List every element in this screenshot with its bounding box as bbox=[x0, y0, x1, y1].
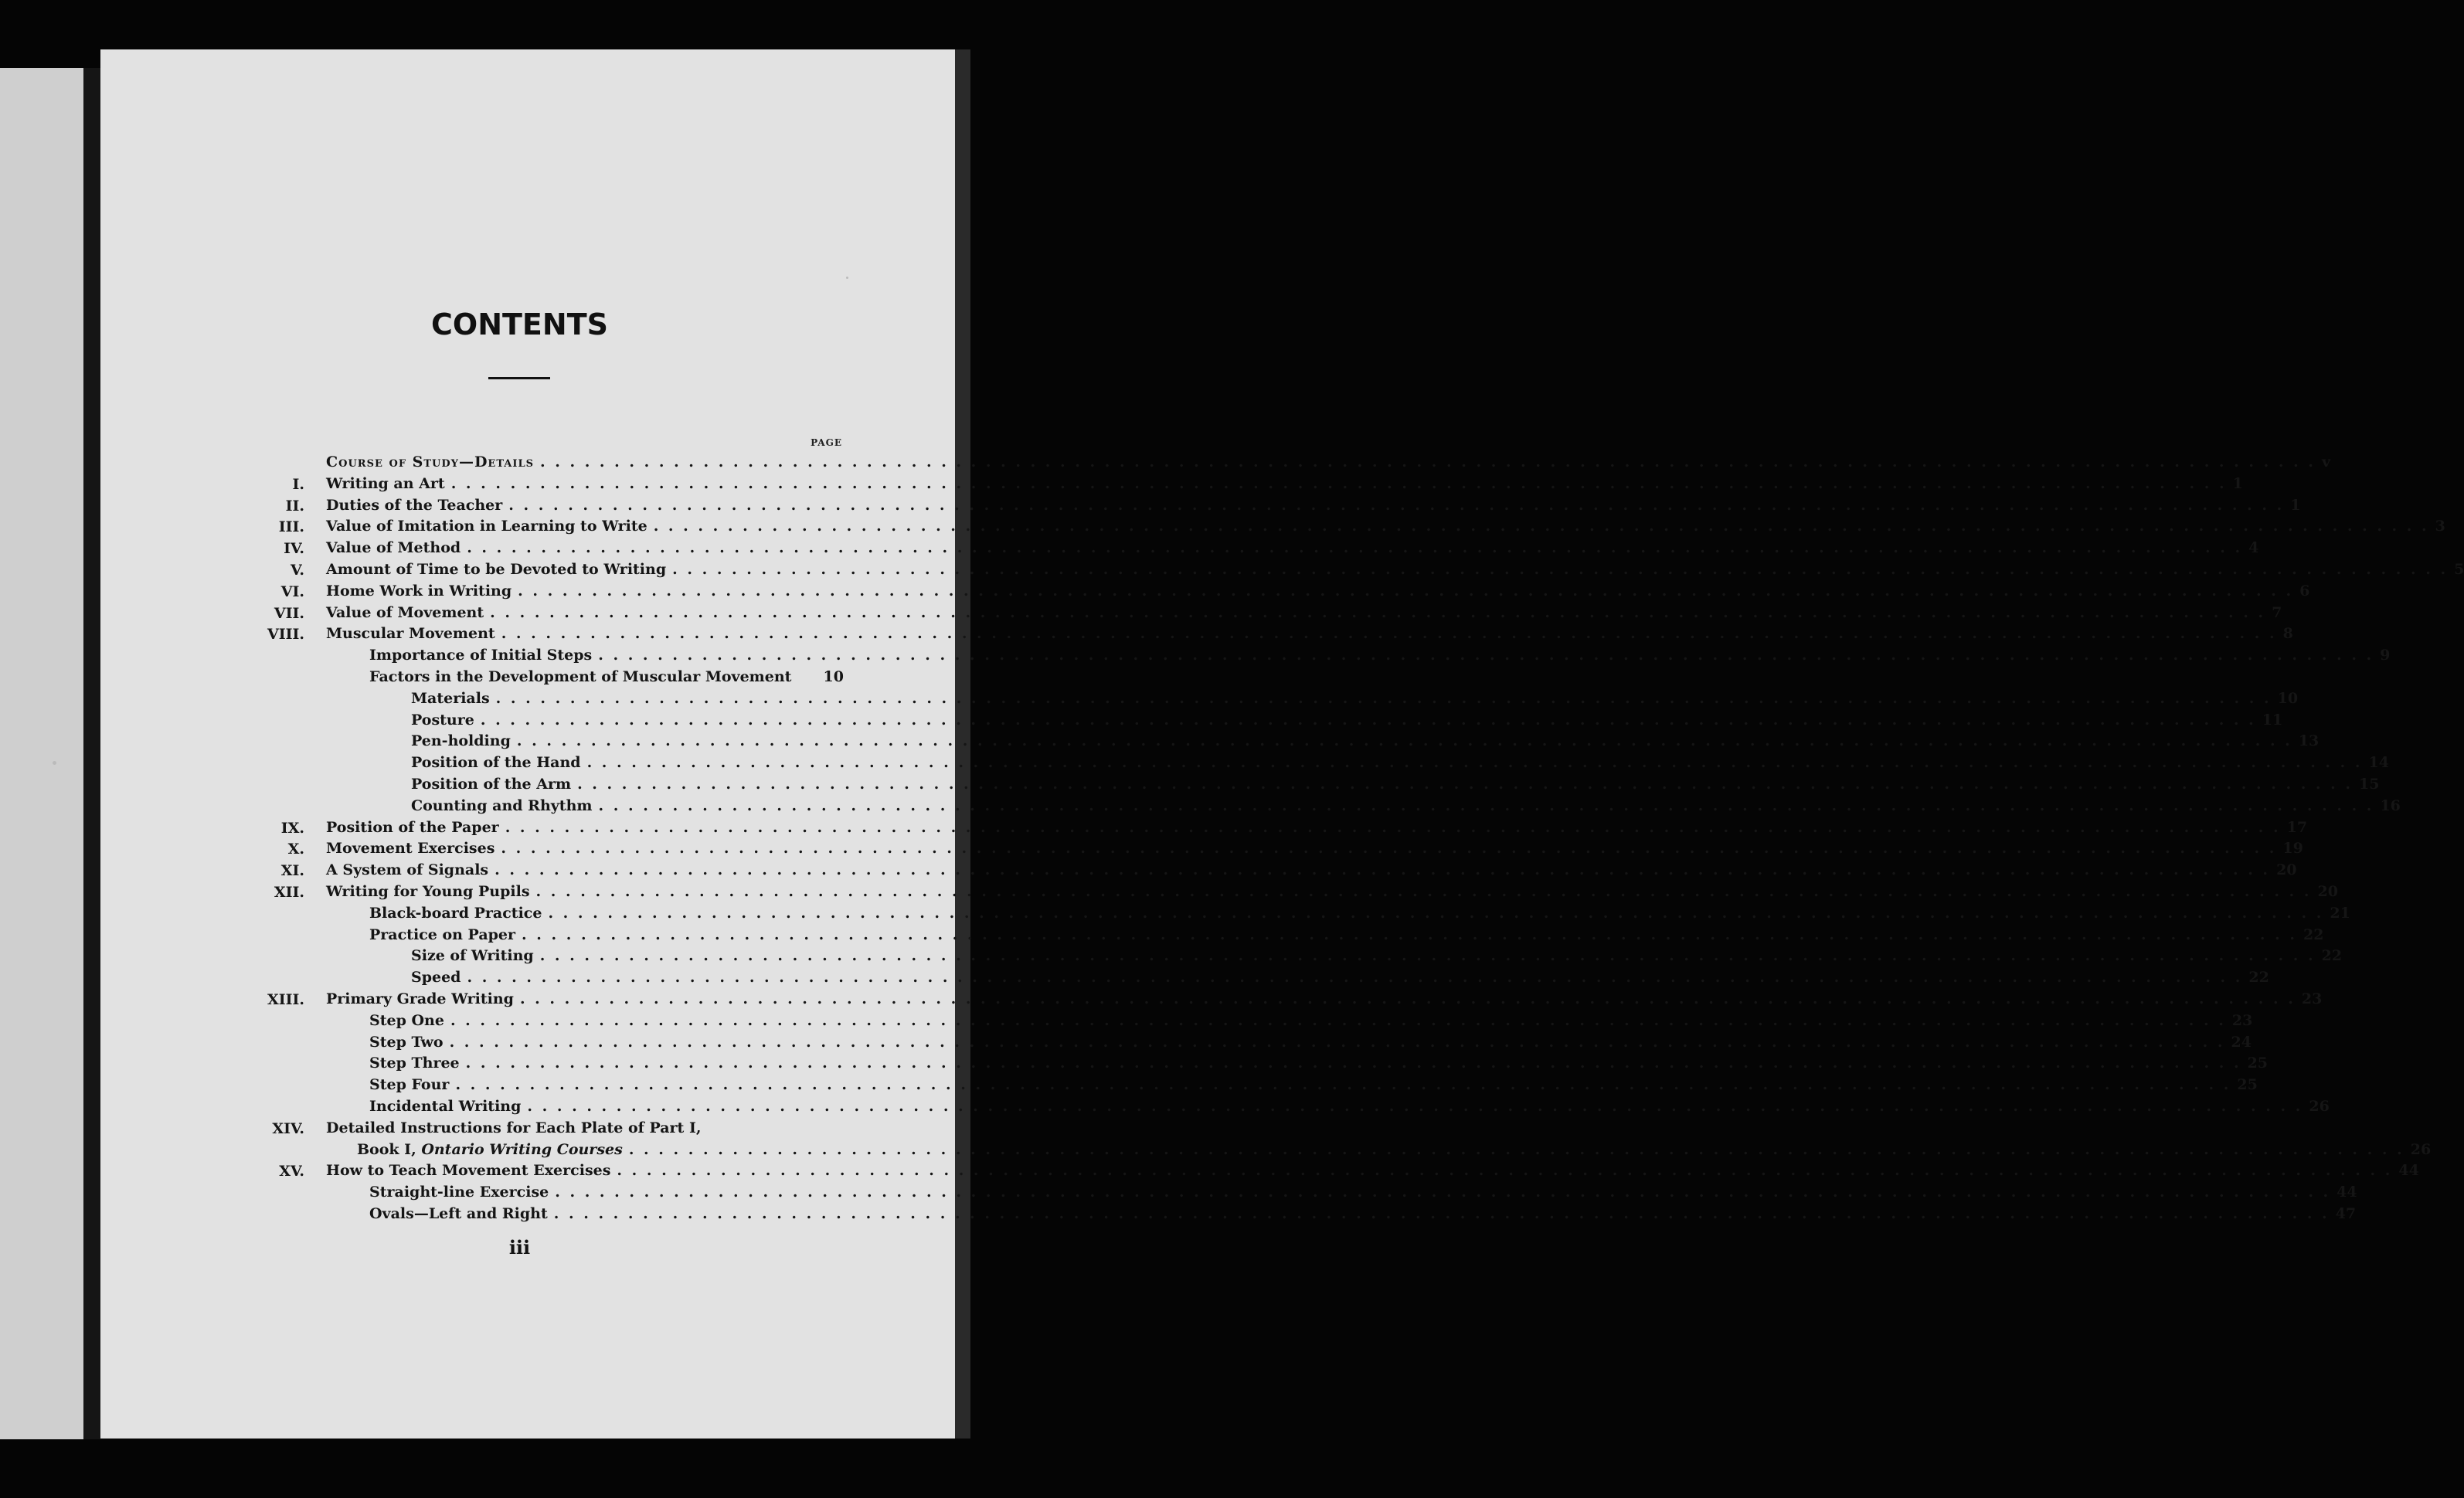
entry-page-number: 15 bbox=[2359, 776, 2380, 793]
entry-number: IX. bbox=[280, 820, 304, 837]
dot-leader: . . . . . . . . . . . . . . . . . . . . . . . . . . . . . . . . . . . . . . . . . . . . . . . . . . . . . . . . . . . . . . . . . . . . . . . . . . . . . . . . . . . . . . . . . . . . . . . . . . . . . . . . . . . . . . . . . . . . . . . . bbox=[548, 905, 2324, 922]
entry-number: I. bbox=[292, 476, 304, 493]
toc-entry bbox=[326, 988, 2323, 1010]
entry-page-number: 25 bbox=[2247, 1055, 2269, 1072]
entry-title bbox=[369, 1074, 449, 1095]
entry-title-text: Position of the Arm bbox=[411, 776, 572, 793]
entry-page-number: 4 bbox=[2248, 539, 2259, 556]
toc-entry bbox=[369, 1203, 2357, 1225]
entry-page-number: v bbox=[2321, 453, 2330, 470]
paper-speck bbox=[846, 277, 848, 279]
toc-entry bbox=[411, 730, 2320, 752]
entry-title-text: Step One bbox=[369, 1012, 444, 1029]
dot-leader: . . . . . . . . . . . . . . . . . . . . . . . . . . . . . . . . . . . . . . . . . . . . . . . . . . . . . . . . . . . . . . . . . . . . . . . . . . . . . . . . . . . . . . . . . . . . . . . . . . . . . . . . . . . . . . . . . . . . . . . . bbox=[519, 990, 2296, 1007]
dot-leader: . . . . . . . . . . . . . . . . . . . . . . . . . . . . . . . . . . . . . . . . . . . . . . . . . . . . . . . . . . . . . . . . . . . . . . . . . . . . . . . . . . . . . . . . . . . . . . . . . . . . . . . . . . . . . . . . . . . . . . . . bbox=[577, 776, 2354, 793]
entry-number: III. bbox=[278, 518, 304, 535]
entry-page-number: 6 bbox=[2299, 583, 2310, 600]
dot-leader: . . . . . . . . . . . . . . . . . . . . . . . . . . . . . . . . . . . . . . . . . . . . . . . . . . . . . . . . . . . . . . . . . . . . . . . . . . . . . . . . . . . . . . . . . . . . . . . . . . . . . . . . . . . . . . . . . . . . . . . . bbox=[617, 1162, 2393, 1179]
entry-title bbox=[369, 1095, 521, 1117]
entry-title-text: Incidental Writing bbox=[369, 1098, 522, 1115]
toc-entry bbox=[411, 752, 2389, 773]
entry-page-number: 22 bbox=[2303, 926, 2324, 943]
dot-leader: . . . . . . . . . . . . . . . . . . . . . . . . . . . . . . . . . . . . . . . . . . . . . . . . . . . . . . . . . . . . . . . . . . . . . . . . . . . . . . . . . . . . . . . . . . . . . . . . . . . . . . . . . . . . . . . . . . . . . . . . bbox=[539, 947, 2316, 964]
entry-title bbox=[326, 559, 666, 580]
entry-title bbox=[326, 494, 502, 516]
entry-title-text: Position of the Hand bbox=[411, 754, 581, 771]
entry-number: V. bbox=[290, 562, 304, 579]
toc-entry bbox=[369, 924, 2324, 946]
toc-entry bbox=[326, 559, 2464, 580]
entry-page-number: 20 bbox=[2276, 861, 2297, 878]
dot-leader: . . . . . . . . . . . . . . . . . . . . . . . . . . . . . . . . . . . . . . . . . . . . . . . . . . . . . . . . . . . . . . . . . . . . . . . . . . . . . . . . . . . . . . . . . . . . . . . . . . . . . . . . . . . . . . . . . . . . . . . . bbox=[508, 497, 2285, 514]
entry-title bbox=[411, 966, 461, 988]
entry-page-number: 13 bbox=[2298, 732, 2320, 749]
toc-entry bbox=[326, 817, 2308, 838]
entry-title bbox=[369, 924, 515, 946]
entry-title-text: Practice on Paper bbox=[369, 926, 516, 943]
entry-page-number: 7 bbox=[2272, 604, 2282, 621]
dot-leader: . . . . . . . . . . . . . . . . . . . . . . . . . . . . . . . . . . . . . . . . . . . . . . . . . . . . . . . . . . . . . . . . . . . . . . . . . . . . . . . . . . . . . . . . . . . . . . . . . . . . . . . . . . . . . . . . . . . . . . . . bbox=[653, 518, 2429, 535]
entry-number: XII. bbox=[274, 884, 304, 901]
entry-title-text: Value of Method bbox=[326, 539, 461, 556]
entry-number: VII. bbox=[274, 605, 304, 622]
entry-number: VI. bbox=[280, 583, 304, 600]
toc-entry bbox=[411, 966, 2269, 988]
toc-entry bbox=[369, 1052, 2269, 1074]
entry-number: VIII. bbox=[267, 626, 304, 643]
dot-leader: . . . . . . . . . . . . . . . . . . . . . . . . . . . . . . . . . . . . . . . . . . . . . . . . . . . . . . . . . . . . . . . . . . . . . . . . . . . . . . . . . . . . . . . . . . . . . . . . . . . . . . . . . . . . . . . . . . . . . . . . bbox=[586, 754, 2363, 771]
entry-number: IV. bbox=[284, 540, 304, 557]
dot-leader: . . . . . . . . . . . . . . . . . . . . . . . . . . . . . . . . . . . . . . . . . . . . . . . . . . . . . . . . . . . . . . . . . . . . . . . . . . . . . . . . . . . . . . . . . . . . . . . . . . . . . . . . . . . . . . . . . . . . . . . . bbox=[465, 1055, 2241, 1072]
dot-leader: . . . . . . . . . . . . . . . . . . . . . . . . . . . . . . . . . . . . . . . . . . . . . . . . . . . . . . . . . . . . . . . . . . . . . . . . . . . . . . . . . . . . . . . . . . . . . . . . . . . . . . . . . . . . . . . . . . . . . . . . bbox=[555, 1184, 2331, 1201]
entry-number: XIII. bbox=[267, 991, 304, 1008]
entry-title bbox=[411, 752, 581, 773]
entry-page-number: 11 bbox=[2262, 712, 2283, 729]
entry-title-text: Step Three bbox=[369, 1055, 460, 1072]
entry-title-text: Speed bbox=[411, 969, 461, 986]
entry-title-text: Movement Exercises bbox=[326, 840, 495, 857]
dot-leader: . . . . . . . . . . . . . . . . . . . . . . . . . . . . . . . . . . . . . . . . . . . . . . . . . . . . . . . . . . . . . . . . . . . . . . . . . . . . . . . . . . . . . . . . . . . . . . . . . . . . . . . . . . . . . . . . . . . . . . . . bbox=[522, 926, 2297, 943]
entry-title-text: Importance of Initial Steps bbox=[369, 647, 593, 664]
entry-title bbox=[326, 837, 494, 859]
dot-leader: . . . . . . . . . . . . . . . . . . . . . . . . . . . . . . . . . . . . . . . . . . . . . . . . . . . . . . . . . . . . . . . . . . . . . . . . . . . . . . . . . . . . . . . . . . . . . . . . . . . . . . . . . . . . . . . . . . . . . . . . bbox=[553, 1205, 2330, 1222]
toc-entry bbox=[369, 1010, 2253, 1031]
toc-entry bbox=[411, 709, 2283, 731]
entry-title bbox=[411, 709, 474, 731]
entry-title-text: Step Four bbox=[369, 1076, 450, 1093]
toc-entry bbox=[411, 773, 2380, 795]
entry-title bbox=[326, 537, 461, 559]
entry-title-text: Value of Movement bbox=[326, 604, 484, 621]
dot-leader: . . . . . . . . . . . . . . . . . . . . . . . . . . . . . . . . . . . . . . . . . . . . . . . . . . . . . . . . . . . . . . . . . . . . . . . . . . . . . . . . . . . . . . . . . . . . . . . . . . . . . . . . . . . . . . . . . . . . . . . . bbox=[628, 1141, 2405, 1158]
toc-entry bbox=[326, 623, 2293, 644]
entry-page-number: 24 bbox=[2231, 1034, 2252, 1051]
entry-title bbox=[326, 623, 495, 644]
entry-page-number: 23 bbox=[2231, 1012, 2253, 1029]
dot-leader: . . . . . . . . . . . . . . . . . . . . . . . . . . . . . . . . . . . . . . . . . . . . . . . . . . . . . . . . . . . . . . . . . . . . . . . . . . . . . . . . . . . . . . . . . . . . . . . . . . . . . . . . . . . . . . . . . . . . . . . . bbox=[494, 861, 2271, 878]
entry-title bbox=[326, 817, 499, 838]
entry-page-number: 44 bbox=[2398, 1162, 2419, 1179]
entry-title-text: Pen-holding bbox=[411, 732, 511, 749]
entry-number: II. bbox=[285, 498, 304, 515]
entry-title-text: Duties of the Teacher bbox=[326, 497, 503, 514]
entry-title bbox=[326, 580, 511, 602]
entry-title-text: How to Teach Movement Exercises bbox=[326, 1162, 611, 1179]
toc-entry bbox=[326, 494, 2301, 516]
dot-leader: . . . . . . . . . . . . . . . . . . . . . . . . . . . . . . . . . . . . . . . . . . . . . . . . . . . . . . . . . . . . . . . . . . . . . . . . . . . . . . . . . . . . . . . . . . . . . . . . . . . . . . . . . . . . . . . . . . . . . . . . bbox=[505, 819, 2281, 836]
entry-title bbox=[369, 666, 791, 688]
entry-title-text: Factors in the Development of Muscular Movement bbox=[369, 668, 792, 685]
entry-title bbox=[326, 451, 534, 473]
entry-number: XV. bbox=[279, 1163, 304, 1180]
dot-leader: . . . . . . . . . . . . . . . . . . . . . . . . . . . . . . . . . . . . . . . . . . . . . . . . . . . . . . . . . . . . . . . . . . . . . . . . . . . . . . . . . . . . . . . . . . . . . . . . . . . . . . . . . . . . . . . . . . . . . . . . bbox=[540, 453, 2316, 470]
dot-leader: . . . . . . . . . . . . . . . . . . . . . . . . . . . . . . . . . . . . . . . . . . . . . . . . . . . . . . . . . . . . . . . . . . . . . . . . . . . . . . . . . . . . . . . . . . . . . . . . . . . . . . . . . . . . . . . . . . . . . . . . bbox=[598, 797, 2374, 814]
entry-title bbox=[326, 859, 488, 881]
dot-leader: . . . . . . . . . . . . . . . . . . . . . . . . . . . . . . . . . . . . . . . . . . . . . . . . . . . . . . . . . . . . . . . . . . . . . . . . . . . . . . . . . . . . . . . . . . . . . . . . . . . . . . . . . . . . . . . . . . . . . . . . bbox=[449, 1034, 2225, 1051]
entry-title-text: Materials bbox=[411, 690, 490, 707]
entry-page-number: 44 bbox=[2337, 1184, 2357, 1201]
entry-page-number: 20 bbox=[2317, 883, 2338, 900]
toc-entry bbox=[369, 1074, 2258, 1095]
entry-title bbox=[326, 1117, 701, 1139]
entry-title bbox=[369, 902, 542, 924]
entry-title-text: Step Two bbox=[369, 1034, 444, 1051]
entry-page-number: 14 bbox=[2368, 754, 2389, 771]
dot-leader: . . . . . . . . . . . . . . . . . . . . . . . . . . . . . . . . . . . . . . . . . . . . . . . . . . . . . . . . . . . . . . . . . . . . . . . . . . . . . . . . . . . . . . . . . . . . . . . . . . . . . . . . . . . . . . . . . . . . . . . . bbox=[450, 1012, 2226, 1029]
dot-leader: . . . . . . . . . . . . . . . . . . . . . . . . . . . . . . . . . . . . . . . . . . . . . . . . . . . . . . . . . . . . . . . . . . . . . . . . . . . . . . . . . . . . . . . . . . . . . . . . . . . . . . . . . . . . . . . . . . . . . . . . bbox=[672, 561, 2449, 578]
entry-title bbox=[326, 515, 647, 537]
dot-leader: . . . . . . . . . . . . . . . . . . . . . . . . . . . . . . . . . . . . . . . . . . . . . . . . . . . . . . . . . . . . . . . . . . . . . . . . . . . . . . . . . . . . . . . . . . . . . . . . . . . . . . . . . . . . . . . . . . . . . . . . bbox=[535, 883, 2312, 900]
entry-page-number: 21 bbox=[2330, 905, 2350, 922]
entry-title bbox=[357, 1139, 623, 1160]
entry-title-text: Counting and Rhythm bbox=[411, 797, 593, 814]
entry-title bbox=[369, 1181, 549, 1203]
entry-title-text: Writing an Art bbox=[326, 475, 445, 492]
dot-leader: . . . . . . . . . . . . . . . . . . . . . . . . . . . . . . . . . . . . . . . . . . . . . . . . . . . . . . . . . . . . . . . . . . . . . . . . . . . . . . . . . . . . . . . . . . . . . . . . . . . . . . . . . . . . . . . . . . . . . . . . bbox=[516, 732, 2292, 749]
dot-leader: . . . . . . . . . . . . . . . . . . . . . . . . . . . . . . . . . . . . . . . . . . . . . . . . . . . . . . . . . . . . . . . . . . . . . . . . . . . . . . . . . . . . . . . . . . . . . . . . . . . . . . . . . . . . . . . . . . . . . . . . bbox=[495, 690, 2272, 707]
dot-leader: . . . . . . . . . . . . . . . . . . . . . . . . . . . . . . . . . . . . . . . . . . . . . . . . . . . . . . . . . . . . . . . . . . . . . . . . . . . . . . . . . . . . . . . . . . . . . . . . . . . . . . . . . . . . . . . . . . . . . . . . bbox=[501, 840, 2277, 857]
entry-title-text: Book I, bbox=[357, 1141, 422, 1158]
entry-page-number: 23 bbox=[2301, 990, 2323, 1007]
toc-entry bbox=[326, 602, 2282, 623]
page-folio: iii bbox=[508, 1236, 531, 1259]
entry-title bbox=[369, 644, 592, 666]
entry-title-text: Detailed Instructions for Each Plate of Part I, bbox=[326, 1119, 702, 1136]
toc-entry bbox=[326, 537, 2259, 559]
entry-page-number: 25 bbox=[2237, 1076, 2258, 1093]
entry-number: XI. bbox=[280, 862, 304, 879]
entry-title bbox=[411, 773, 571, 795]
entry-title bbox=[326, 602, 484, 623]
entry-page-number: 1 bbox=[2290, 497, 2301, 514]
toc-entry bbox=[326, 515, 2445, 537]
entry-page-number: 1 bbox=[2232, 475, 2243, 492]
toc-entry bbox=[369, 644, 2391, 666]
dot-leader: . . . . . . . . . . . . . . . . . . . . . . . . . . . . . . . . . . . . . . . . . . . . . . . . . . . . . . . . . . . . . . . . . . . . . . . . . . . . . . . . . . . . . . . . . . . . . . . . . . . . . . . . . . . . . . . . . . . . . . . . bbox=[501, 625, 2277, 642]
dot-leader: . . . . . . . . . . . . . . . . . . . . . . . . . . . . . . . . . . . . . . . . . . . . . . . . . . . . . . . . . . . . . . . . . . . . . . . . . . . . . . . . . . . . . . . . . . . . . . . . . . . . . . . . . . . . . . . . . . . . . . . . bbox=[480, 712, 2256, 729]
toc-entry bbox=[326, 837, 2303, 859]
dot-leader: . . . . . . . . . . . . . . . . . . . . . . . . . . . . . . . . . . . . . . . . . . . . . . . . . . . . . . . . . . . . . . . . . . . . . . . . . . . . . . . . . . . . . . . . . . . . . . . . . . . . . . . . . . . . . . . . . . . . . . . . bbox=[598, 647, 2374, 664]
entry-number: X. bbox=[287, 841, 304, 858]
paper-speck bbox=[53, 761, 56, 765]
toc-entry bbox=[369, 1031, 2252, 1053]
entry-title-text: Primary Grade Writing bbox=[326, 990, 514, 1007]
entry-title bbox=[411, 688, 490, 709]
entry-title-text: Amount of Time to be Devoted to Writing bbox=[326, 561, 667, 578]
toc-entry bbox=[326, 1160, 2419, 1181]
entry-title-text: Ovals—Left and Right bbox=[369, 1205, 548, 1222]
dot-leader: . . . . . . . . . . . . . . . . . . . . . . . . . . . . . . . . . . . . . . . . . . . . . . . . . . . . . . . . . . . . . . . . . . . . . . . . . . . . . . . . . . . . . . . . . . . . . . . . . . . . . . . . . . . . . . . . . . . . . . . . bbox=[467, 969, 2243, 986]
entry-page-number: 16 bbox=[2380, 797, 2401, 814]
entry-title bbox=[411, 945, 534, 966]
toc-entry bbox=[326, 859, 2297, 881]
toc-entry bbox=[411, 945, 2343, 966]
entry-title bbox=[411, 730, 511, 752]
entry-number: XIV. bbox=[272, 1120, 304, 1137]
entry-page-number: 10 bbox=[2277, 690, 2299, 707]
entry-title-text: Posture bbox=[411, 712, 474, 729]
entry-page-number: 26 bbox=[2309, 1098, 2330, 1115]
toc-entry bbox=[326, 881, 2338, 902]
entry-title bbox=[326, 988, 514, 1010]
toc-entry bbox=[369, 1095, 2330, 1117]
toc-entry bbox=[326, 451, 2330, 473]
entry-title-text: A System of Signals bbox=[326, 861, 489, 878]
entry-page-number: 5 bbox=[2454, 561, 2464, 578]
entry-page-number: 47 bbox=[2335, 1205, 2357, 1222]
entry-page-number: 17 bbox=[2286, 819, 2308, 836]
page-column-label: PAGE bbox=[811, 437, 842, 448]
entry-title bbox=[369, 1052, 460, 1074]
entry-title-italic: Ontario Writing Courses bbox=[421, 1141, 623, 1158]
toc-entry bbox=[369, 1181, 2357, 1203]
toc-entry bbox=[326, 473, 2243, 494]
dot-leader: . . . . . . . . . . . . . . . . . . . . . . . . . . . . . . . . . . . . . . . . . . . . . . . . . . . . . . . . . . . . . . . . . . . . . . . . . . . . . . . . . . . . . . . . . . . . . . . . . . . . . . . . . . . . . . . . . . . . . . . . bbox=[527, 1098, 2303, 1115]
toc-entry bbox=[326, 580, 2310, 602]
entry-page-number: 26 bbox=[2410, 1141, 2432, 1158]
toc-entry bbox=[369, 666, 844, 688]
entry-page-number: 22 bbox=[2321, 947, 2343, 964]
entry-title-text: Home Work in Writing bbox=[326, 583, 512, 600]
entry-page-number: 9 bbox=[2380, 647, 2391, 664]
entry-title-text: Value of Imitation in Learning to Write bbox=[326, 518, 647, 535]
toc-entry bbox=[326, 1117, 844, 1139]
toc-entry bbox=[369, 902, 2350, 924]
entry-page-number: 10 bbox=[823, 668, 844, 685]
toc-entry bbox=[411, 795, 2401, 817]
entry-title bbox=[326, 1160, 610, 1181]
entry-title bbox=[326, 473, 445, 494]
dot-leader: . . . . . . . . . . . . . . . . . . . . . . . . . . . . . . . . . . . . . . . . . . . . . . . . . . . . . . . . . . . . . . . . . . . . . . . . . . . . . . . . . . . . . . . . . . . . . . . . . . . . . . . . . . . . . . . . . . . . . . . . bbox=[455, 1076, 2231, 1093]
page-title: CONTENTS bbox=[431, 307, 608, 341]
entry-page-number: 19 bbox=[2282, 840, 2303, 857]
entry-title bbox=[369, 1203, 548, 1225]
entry-title-text: Muscular Movement bbox=[326, 625, 495, 642]
dot-leader: . . . . . . . . . . . . . . . . . . . . . . . . . . . . . . . . . . . . . . . . . . . . . . . . . . . . . . . . . . . . . . . . . . . . . . . . . . . . . . . . . . . . . . . . . . . . . . . . . . . . . . . . . . . . . . . . . . . . . . . . bbox=[518, 583, 2294, 600]
dot-leader: . . . . . . . . . . . . . . . . . . . . . . . . . . . . . . . . . . . . . . . . . . . . . . . . . . . . . . . . . . . . . . . . . . . . . . . . . . . . . . . . . . . . . . . . . . . . . . . . . . . . . . . . . . . . . . . . . . . . . . . . bbox=[467, 539, 2243, 556]
dot-leader: . . . . . . . . . . . . . . . . . . . . . . . . . . . . . . . . . . . . . . . . . . . . . . . . . . . . . . . . . . . . . . . . . . . . . . . . . . . . . . . . . . . . . . . . . . . . . . . . . . . . . . . . . . . . . . . . . . . . . . . . bbox=[490, 604, 2266, 621]
entry-title-text: Straight-line Exercise bbox=[369, 1184, 549, 1201]
entry-title-text: Course of Study—Details bbox=[326, 453, 534, 470]
dot-leader: . . . . . . . . . . . . . . . . . . . . . . . . . . . . . . . . . . . . . . . . . . . . . . . . . . . . . . . . . . . . . . . . . . . . . . . . . . . . . . . . . . . . . . . . . . . . . . . . . . . . . . . . . . . . . . . . . . . . . . . . bbox=[450, 475, 2227, 492]
toc-entry bbox=[357, 1139, 2432, 1160]
entry-page-number: 8 bbox=[2282, 625, 2293, 642]
toc-entry bbox=[411, 688, 2299, 709]
entry-title bbox=[369, 1031, 444, 1053]
entry-page-number: 3 bbox=[2435, 518, 2445, 535]
entry-title-text: Writing for Young Pupils bbox=[326, 883, 530, 900]
entry-title-text: Size of Writing bbox=[411, 947, 534, 964]
entry-title bbox=[326, 881, 530, 902]
entry-title-text: Black-board Practice bbox=[369, 905, 542, 922]
entry-title bbox=[411, 795, 593, 817]
entry-title-text: Position of the Paper bbox=[326, 819, 499, 836]
entry-title bbox=[369, 1010, 444, 1031]
entry-page-number: 22 bbox=[2248, 969, 2269, 986]
